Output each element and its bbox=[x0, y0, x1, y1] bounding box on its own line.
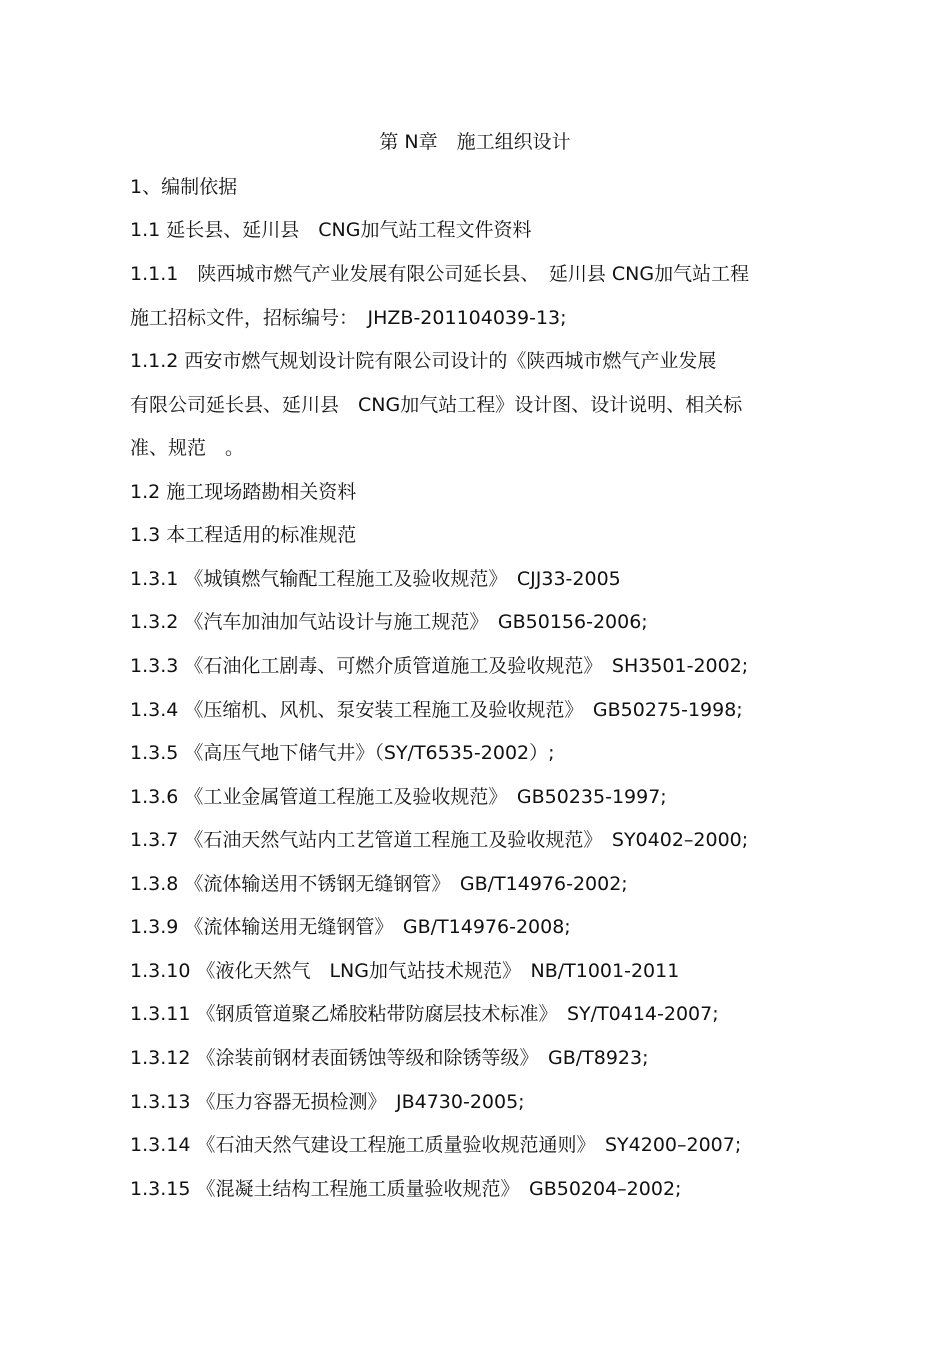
standard-list-item: 1.3.8 《流体输送用不锈钢无缝钢管》 GB/T14976-2002; bbox=[130, 873, 628, 895]
paragraph-line: 施工招标文件，招标编号： JHZB-201104039-13; bbox=[130, 307, 567, 329]
standard-list-item: 1.3.7 《石油天然气站内工艺管道工程施工及验收规范》 SY0402–2000; bbox=[130, 829, 749, 851]
standard-list-item: 1.3.4 《压缩机、风机、泵安装工程施工及验收规范》 GB50275-1998; bbox=[130, 699, 743, 721]
standard-list-item: 1.3.13 《压力容器无损检测》 JB4730-2005; bbox=[130, 1091, 525, 1113]
paragraph-line: 1.1.2 西安市燃气规划设计院有限公司设计的《陕西城市燃气产业发展 bbox=[130, 350, 717, 372]
standard-list-item: 1.3.2 《汽车加油加气站设计与施工规范》 GB50156-2006; bbox=[130, 611, 648, 633]
standard-list-item: 1.3.1 《城镇燃气输配工程施工及验收规范》 CJJ33-2005 bbox=[130, 568, 621, 590]
subsection-heading: 1.3 本工程适用的标准规范 bbox=[130, 524, 357, 546]
subsection-heading: 1.2 施工现场踏勘相关资料 bbox=[130, 481, 357, 503]
standard-list-item: 1.3.3 《石油化工剧毒、可燃介质管道施工及验收规范》 SH3501-2002; bbox=[130, 655, 749, 677]
subsection-heading: 1.1 延长县、延川县 CNG加气站工程文件资料 bbox=[130, 219, 532, 241]
paragraph-line: 有限公司延长县、延川县 CNG加气站工程》设计图、设计说明、相关标 bbox=[130, 394, 743, 416]
standard-list-item: 1.3.12 《涂装前钢材表面锈蚀等级和除锈等级》 GB/T8923; bbox=[130, 1047, 649, 1069]
standard-list-item: 1.3.5 《高压气地下储气井》（SY/T6535-2002）; bbox=[130, 742, 555, 764]
standard-list-item: 1.3.6 《工业金属管道工程施工及验收规范》 GB50235-1997; bbox=[130, 786, 667, 808]
chapter-title: 第 N章 施工组织设计 bbox=[379, 131, 571, 153]
section-heading: 1、编制依据 bbox=[130, 176, 238, 198]
standard-list-item: 1.3.14 《石油天然气建设工程施工质量验收规范通则》 SY4200–2007; bbox=[130, 1134, 742, 1156]
standard-list-item: 1.3.9 《流体输送用无缝钢管》 GB/T14976-2008; bbox=[130, 916, 571, 938]
standard-list-item: 1.3.11 《钢质管道聚乙烯胶粘带防腐层技术标准》 SY/T0414-2007; bbox=[130, 1003, 719, 1025]
paragraph-line: 1.1.1 陕西城市燃气产业发展有限公司延长县、 延川县 CNG加气站工程 bbox=[130, 263, 750, 285]
standard-list-item: 1.3.10 《液化天然气 LNG加气站技术规范》 NB/T1001-2011 bbox=[130, 960, 680, 982]
standard-list-item: 1.3.15 《混凝土结构工程施工质量验收规范》 GB50204–2002; bbox=[130, 1178, 682, 1200]
paragraph-line: 准、规范 。 bbox=[130, 437, 245, 459]
